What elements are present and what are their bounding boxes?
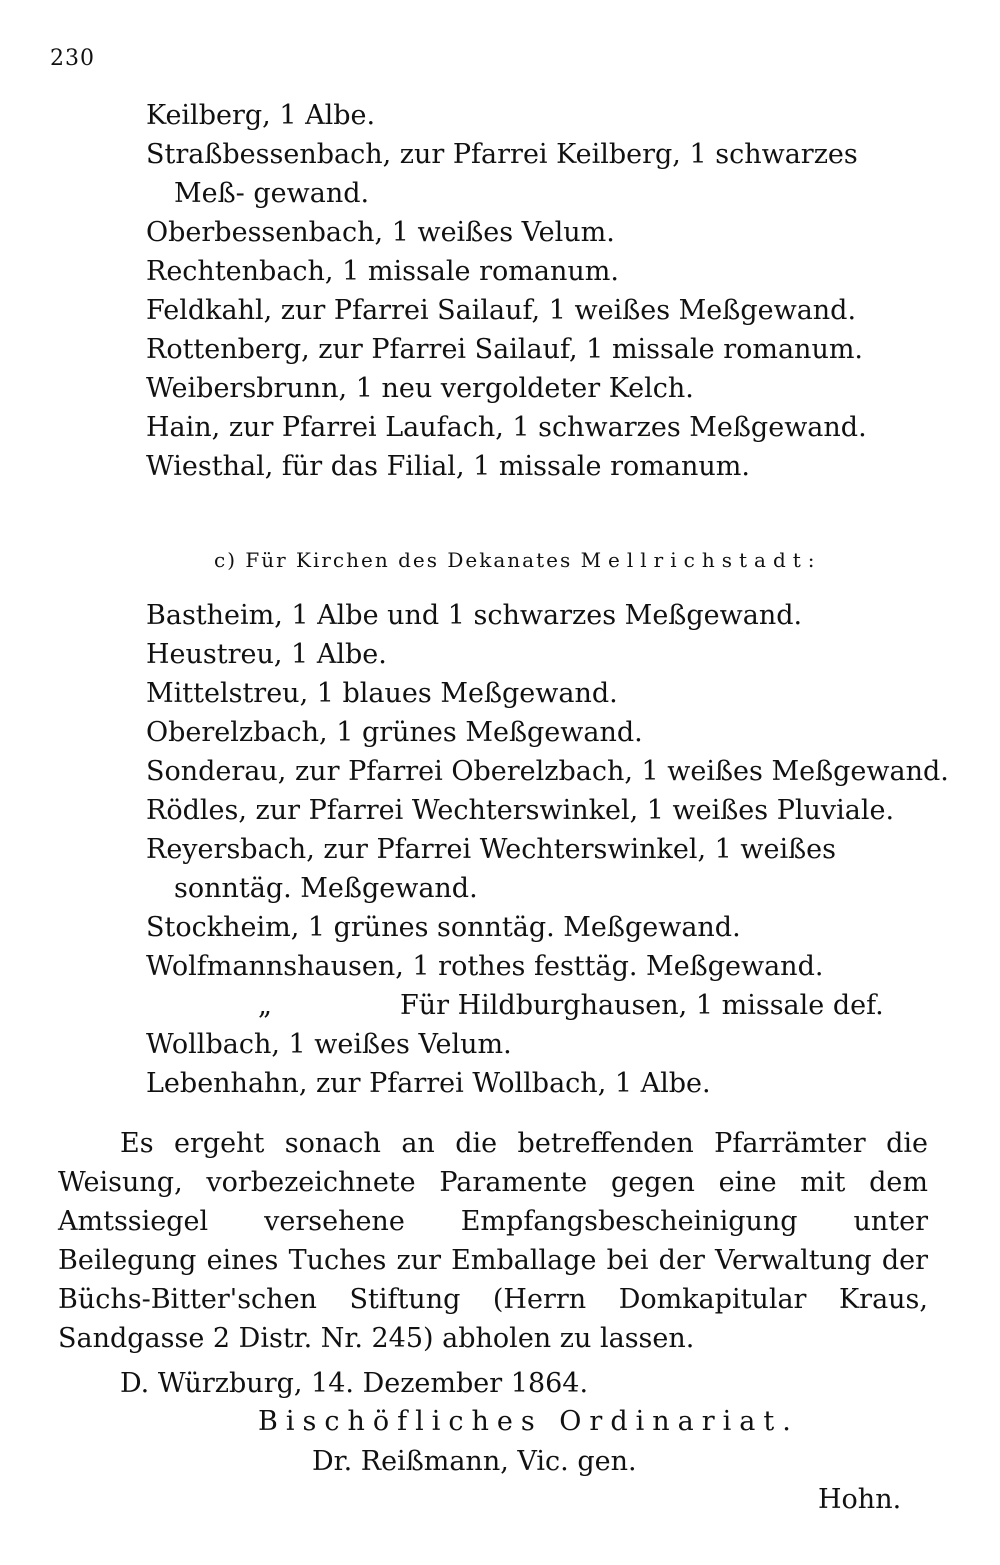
list-item: Rottenberg, zur Pfarrei Sailauf, 1 missale romanum.: [146, 334, 864, 365]
ditto-list-item: [146, 986, 946, 1025]
list-item: Keilberg, 1 Albe.: [146, 100, 376, 131]
list-item: Oberelzbach, 1 grünes Meßgewand.: [146, 717, 643, 748]
list-item: Sonderau, zur Pfarrei Oberelzbach, 1 weißes Meßgewand.: [146, 756, 949, 787]
list-item: Wolfmannshausen, 1 rothes festtäg. Meßgewand.: [146, 951, 824, 982]
list-item: Reyersbach, zur Pfarrei Wechterswinkel, 1 weißes sonntäg. Meßgewand.: [146, 834, 836, 904]
issuing-authority: Bischöfliches Ordinariat.: [258, 1406, 799, 1437]
list-item: Feldkahl, zur Pfarrei Sailauf, 1 weißes Meßgewand.: [146, 295, 857, 326]
donation-list-section-c: [146, 596, 949, 1103]
list-item: Heustreu, 1 Albe.: [146, 639, 387, 670]
list-item: Rödles, zur Pfarrei Wechterswinkel, 1 weißes Pluviale.: [146, 795, 895, 826]
section-heading-prefix: c) Für Kirchen des Dekanates: [214, 548, 573, 572]
list-item: Wiesthal, für das Filial, 1 missale romanum.: [146, 451, 750, 482]
list-item: Bastheim, 1 Albe und 1 schwarzes Meßgewand.: [146, 600, 803, 631]
instruction-paragraph: Es ergeht sonach an die betreffenden Pfarrämter die Weisung, vorbezeichnete Paramente gegen eine mit dem Amtssiegel versehene Empfangsbescheinigung unter Beilegung eines Tuches zur Emballage bei der Verwaltung der Büchs-Bitter'schen Stiftung (Herrn Domkapitular Kraus, Sandgasse 2 Distr. Nr. 245) abholen zu lassen.: [58, 1128, 928, 1354]
countersignature: Hohn.: [818, 1484, 902, 1515]
list-item: Lebenhahn, zur Pfarrei Wollbach, 1 Albe.: [146, 1068, 711, 1099]
list-item: Rechtenbach, 1 missale romanum.: [146, 256, 619, 287]
donation-list-section-b: [146, 96, 946, 486]
list-item: Mittelstreu, 1 blaues Meßgewand.: [146, 678, 618, 709]
ditto-mark: „: [258, 990, 272, 1021]
signatory: Dr. Reißmann, Vic. gen.: [312, 1446, 637, 1477]
section-heading-place: Mellrichstadt:: [580, 548, 822, 572]
list-item: Weibersbrunn, 1 neu vergoldeter Kelch.: [146, 373, 694, 404]
list-item: Straßbessenbach, zur Pfarrei Keilberg, 1 schwarzes Meß- gewand.: [146, 139, 858, 209]
dateline: D. Würzburg, 14. Dezember 1864.: [120, 1368, 589, 1399]
list-item: Hain, zur Pfarrei Laufach, 1 schwarzes Meßgewand.: [146, 412, 867, 443]
ditto-text: Für Hildburghausen, 1 missale def.: [400, 990, 884, 1021]
page-number: 230: [50, 46, 95, 71]
list-item: Wollbach, 1 weißes Velum.: [146, 1029, 512, 1060]
section-heading: [214, 548, 822, 572]
list-item: Stockheim, 1 grünes sonntäg. Meßgewand.: [146, 912, 741, 943]
list-item: Oberbessenbach, 1 weißes Velum.: [146, 217, 615, 248]
